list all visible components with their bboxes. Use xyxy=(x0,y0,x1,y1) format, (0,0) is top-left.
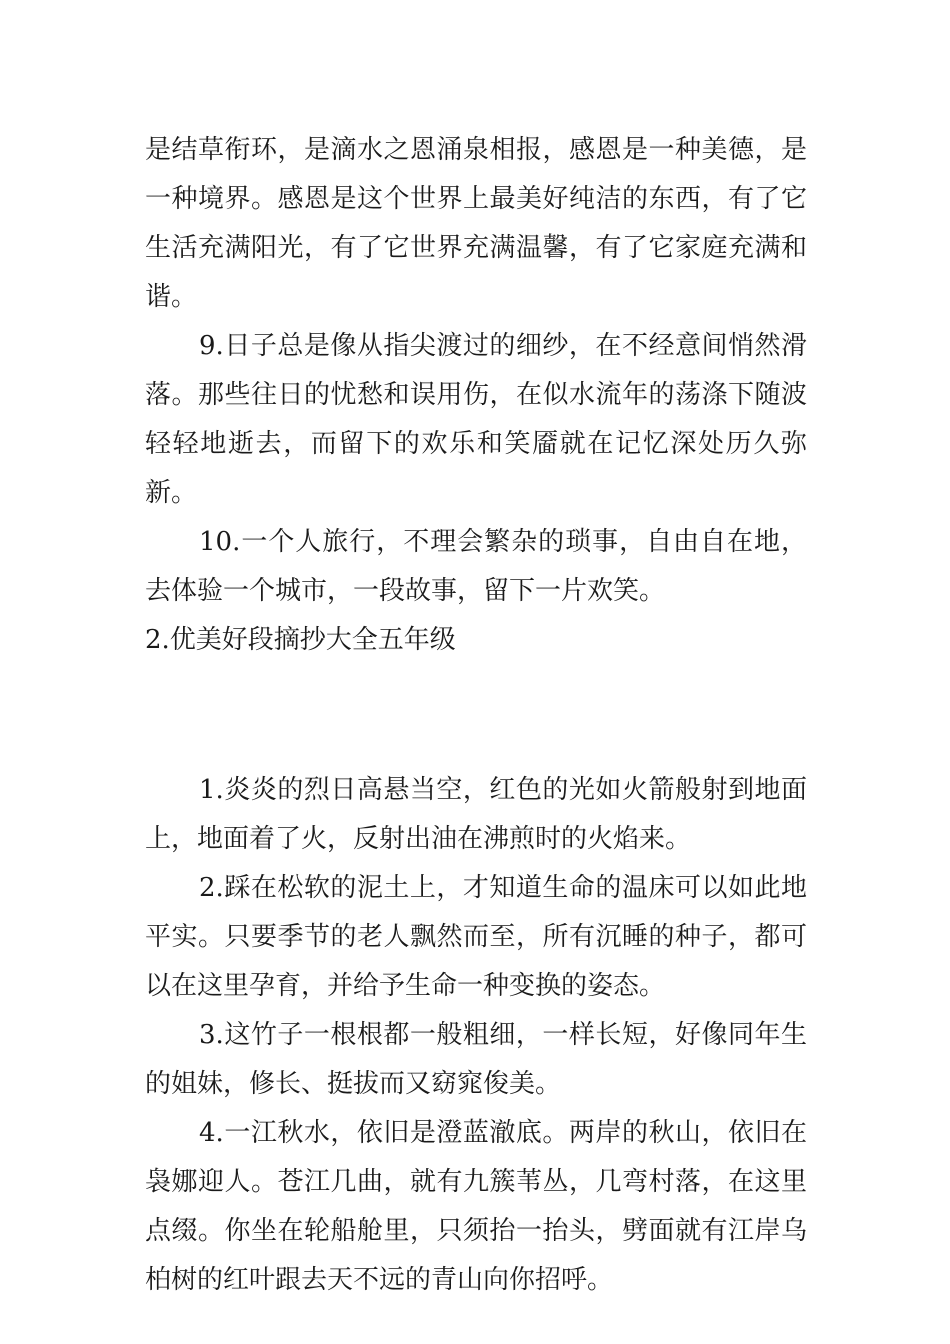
paragraph-item-3: 3.这竹子一根根都一般粗细，一样长短，好像同年生的姐妹，修长、挺拔而又窈窕俊美。 xyxy=(145,1020,807,1099)
section-heading: 2.优美好段摘抄大全五年级 xyxy=(145,625,456,655)
paragraph-item-4: 4.一江秋水，依旧是澄蓝澈底。两岸的秋山，依旧在袅娜迎人。苍江几曲，就有九簇苇丛，几弯村落，在这里点缀。你坐在轮船舱里，只须抬一抬头，劈面就有江岸乌柏树的红叶跟去天不远的青山向你招呼。 xyxy=(145,1118,807,1295)
paragraph-continuation: 是结草衔环，是滴水之恩涌泉相报，感恩是一种美德，是一种境界。感恩是这个世界上最美好纯洁的东西，有了它生活充满阳光，有了它世界充满温馨，有了它家庭充满和谐。 xyxy=(145,135,807,312)
paragraph-item-10: 10.一个人旅行，不理会繁杂的琐事，自由自在地，去体验一个城市，一段故事，留下一片欢笑。 xyxy=(145,527,807,606)
document-body xyxy=(145,126,807,1305)
paragraph-item-2: 2.踩在松软的泥土上，才知道生命的温床可以如此地平实。只要季节的老人飘然而至，所有沉睡的种子，都可以在这里孕育，并给予生命一种变换的姿态。 xyxy=(145,873,807,1001)
paragraph-item-9: 9.日子总是像从指尖渡过的细纱，在不经意间悄然滑落。那些往日的忧愁和误用伤，在似水流年的荡涤下随波轻轻地逝去，而留下的欢乐和笑靥就在记忆深处历久弥新。 xyxy=(145,331,807,508)
paragraph-item-1: 1.炎炎的烈日高悬当空，红色的光如火箭般射到地面上，地面着了火，反射出油在沸煎时的火焰来。 xyxy=(145,775,807,854)
